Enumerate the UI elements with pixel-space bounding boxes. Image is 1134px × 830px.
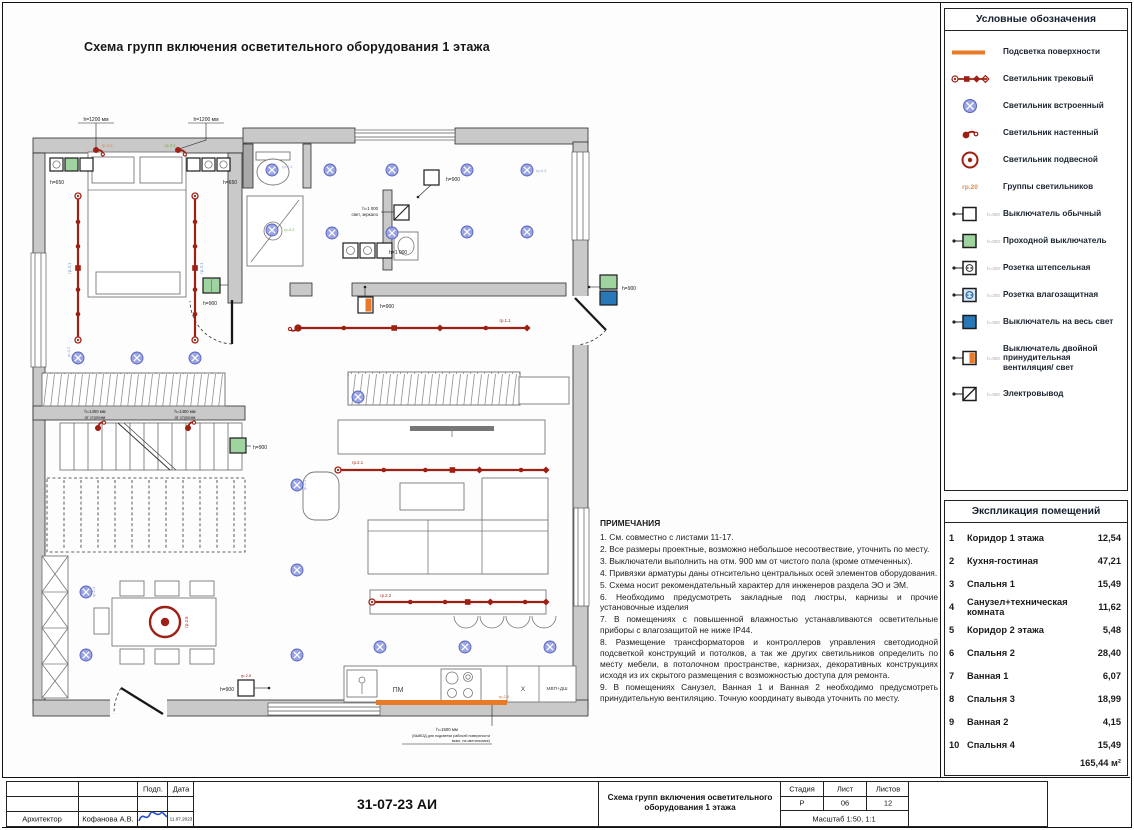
svg-text:гр.4.3: гр.4.3 <box>536 168 547 173</box>
surface-light-icon <box>947 46 993 58</box>
svg-text:гр.2.5: гр.2.5 <box>240 673 252 678</box>
legend-item: h=900 Проходной выключатель <box>947 229 1122 253</box>
col-date-label: Дата <box>172 784 190 794</box>
role-label: Архитектор <box>22 814 62 824</box>
svg-text:h=1400 мм: h=1400 мм <box>174 409 196 414</box>
svg-text:гр.3.3: гр.3.3 <box>101 143 113 148</box>
rooms-header: Экспликация помещений <box>944 500 1128 523</box>
svg-text:h=1400 мм: h=1400 мм <box>84 409 106 414</box>
legend-item: Светильник настенный <box>947 121 1122 145</box>
svg-text:гр.2.3: гр.2.3 <box>302 479 307 491</box>
legend-header: Условные обозначения <box>944 8 1128 31</box>
scale-value: Масштаб 1:50, 1:1 <box>812 814 876 824</box>
note-item: 9. В помещениях Санузел, Ванная 1 и Ванная 2 необходимо предусмотреть принудительную вентиляцию. Точную координату вывода уточнить по месту. <box>600 681 938 703</box>
svg-text:свет, зеркало: свет, зеркало <box>351 212 378 217</box>
svg-text:(ВЫВОД для подсветки рабочей п: (ВЫВОД для подсветки рабочей поверхности <box>412 734 490 738</box>
svg-text:X: X <box>520 686 526 693</box>
room-row: 3 Спальня 1 15,49 <box>949 578 1121 589</box>
svg-text:h=900: h=900 <box>253 445 268 451</box>
svg-text:h=900: h=900 <box>622 286 637 292</box>
note-item: 3. Выключатели выполнить на отм. 900 мм от чистого пола (кроме отмеченных). <box>600 555 913 566</box>
rooms-total: 165,44 м² <box>1080 758 1121 768</box>
legend-item: Светильник трековый <box>947 67 1122 91</box>
panel-divider <box>940 2 941 826</box>
sheets-value: 12 <box>883 798 893 808</box>
svg-text:гр.2.5: гр.2.5 <box>184 616 189 628</box>
room-row: 4 Санузел+техническая комната 11,62 <box>949 596 1121 617</box>
notes-header: ПРИМЕЧАНИЯ <box>600 518 661 528</box>
counter-underlight <box>376 700 507 705</box>
title-block <box>2 777 1130 827</box>
legend-item: h=200 Розетка влагозащитная <box>947 283 1122 307</box>
svg-text:h=900: h=900 <box>446 177 461 183</box>
svg-text:гр.2.3: гр.2.3 <box>91 586 96 598</box>
svg-text:гр.4.2: гр.4.2 <box>284 227 295 232</box>
svg-text:h=650: h=650 <box>222 180 238 186</box>
group-label-icon: гр.20 <box>962 183 978 191</box>
svg-text:h=1200 мм: h=1200 мм <box>193 117 219 123</box>
note-item: 6. Необходимо предусмотреть закладные под люстры, карнизы и прочие установочные изделия <box>600 591 938 613</box>
page-title: Схема групп включения осветительного оборудования 1 этажа <box>84 40 490 54</box>
svg-text:гр.2.2: гр.2.2 <box>380 593 392 598</box>
room-row: 5 Коридор 2 этажа 5,48 <box>949 624 1121 635</box>
svg-text:h=900: h=900 <box>203 301 218 307</box>
col-signature-label: Подп. <box>143 784 163 794</box>
stage-label: Стадия <box>789 784 815 794</box>
note-item: 2. Все размеры проектные, возможно небольшое несоотвествие, уточнить по месту. <box>600 543 930 554</box>
room-row: 6 Спальня 2 28,40 <box>949 647 1121 658</box>
svg-text:МВП+ДШ: МВП+ДШ <box>546 687 568 692</box>
svg-text:гр.3.2: гр.3.2 <box>66 346 71 358</box>
legend-item: гр.20 Группы светильников <box>947 175 1122 199</box>
svg-text:от ступени: от ступени <box>174 415 196 420</box>
note-item: 5. Схема носит рекомендательный характер для инженеров раздела ЭО и ЭМ. <box>600 579 909 590</box>
svg-text:h=650: h=650 <box>49 180 65 186</box>
project-code: 31-07-23 АИ <box>356 796 438 812</box>
sheet-value: 06 <box>840 798 850 808</box>
signature-date: 11.07.2023 <box>169 816 193 822</box>
note-item: 7. В помещениях с повышенной влажностью устанавливаются осветительные приборы с влагозащитой не ниже IP44. <box>600 614 938 636</box>
legend-item: h=900 Выключатель обычный <box>947 202 1122 226</box>
rooms-panel <box>944 500 1128 776</box>
notes-block <box>600 518 938 705</box>
sheet-label: Лист <box>836 784 854 794</box>
document-title: Схема групп включения осветительного оборудования 1 этажа <box>607 792 773 812</box>
dining-set <box>94 581 216 664</box>
svg-text:ПМ: ПМ <box>392 687 404 694</box>
svg-text:h=1 000: h=1 000 <box>389 250 408 256</box>
svg-text:гр.4.1: гр.4.1 <box>282 164 293 169</box>
svg-text:гр.2.1: гр.2.1 <box>352 460 364 465</box>
signature <box>136 806 170 826</box>
shelving <box>42 556 68 698</box>
svg-text:гр.1.1: гр.1.1 <box>499 318 511 323</box>
note-item: 1. См. совместно с листами 11-17. <box>600 531 734 542</box>
svg-text:h=1 000: h=1 000 <box>362 206 378 211</box>
legend-item: h=900 Выключатель на весь свет <box>947 310 1122 334</box>
svg-text:гр.3.1: гр.3.1 <box>199 262 204 274</box>
svg-text:гр.3.4: гр.3.4 <box>164 143 176 148</box>
room-row: 7 Ванная 1 6,07 <box>949 670 1121 681</box>
room-row: 9 Ванная 2 4,15 <box>949 716 1121 727</box>
room-row: 1 Коридор 1 этажа 12,54 <box>949 532 1121 543</box>
armchair <box>303 472 339 520</box>
svg-text:h=900: h=900 <box>380 304 395 310</box>
room-row: 2 Кухня-гостиная 47,21 <box>949 555 1121 566</box>
track-light-icon <box>947 72 993 86</box>
svg-text:h=1500 мм: h=1500 мм <box>436 727 458 732</box>
living-room-furniture <box>338 420 556 628</box>
note-item: 4. Привязки арматуры даны отнсительно центральных осей элементов оборудования. <box>600 567 938 578</box>
legend-item: Подсветка поверхности <box>947 40 1122 64</box>
legend-item: Светильник встроенный <box>947 94 1122 118</box>
svg-text:гр.2.4: гр.2.4 <box>499 695 509 699</box>
stage-value: Р <box>799 798 805 808</box>
svg-text:h=900: h=900 <box>219 687 234 693</box>
room-row: 10 Спальня 4 15,49 <box>949 739 1121 750</box>
svg-text:от ступени: от ступени <box>84 415 106 420</box>
floor-plan <box>25 108 645 776</box>
pendant-light-icon <box>947 150 993 170</box>
sheets-label: Листов <box>875 784 901 794</box>
svg-text:выкл. на светильнике): выкл. на светильнике) <box>451 739 490 743</box>
legend-item: Светильник подвесной <box>947 148 1122 172</box>
note-item: 8. Размещение трансформаторов и контроллеров управления светодиодной подсветкой конструкций и потолков, а так же других светильников определить по месту мебели, в потолочном пространстве, карнизах, декоративных конструкциях исходя из их скрытого размещения с возможностью доступа для ремонта. <box>600 637 938 680</box>
legend-item: h=900 Выключатель двойной принудительная вентиляция/ свет <box>947 337 1122 379</box>
svg-text:h=1200 мм: h=1200 мм <box>83 117 109 123</box>
architect-name: Кофанова А.В. <box>82 814 134 824</box>
bedroom-furniture <box>88 152 186 297</box>
room-row: 8 Спальня 3 18,99 <box>949 693 1121 704</box>
svg-text:гр.3.1: гр.3.1 <box>67 262 72 274</box>
stairs <box>47 423 251 552</box>
wall-light-icon <box>947 125 993 141</box>
recessed-light-icon <box>947 98 993 114</box>
legend-item: h=200 Розетка штепсельная <box>947 256 1122 280</box>
legend-panel <box>944 8 1128 491</box>
wardrobes <box>42 372 569 406</box>
legend-item: h=900 Электровывод <box>947 382 1122 406</box>
